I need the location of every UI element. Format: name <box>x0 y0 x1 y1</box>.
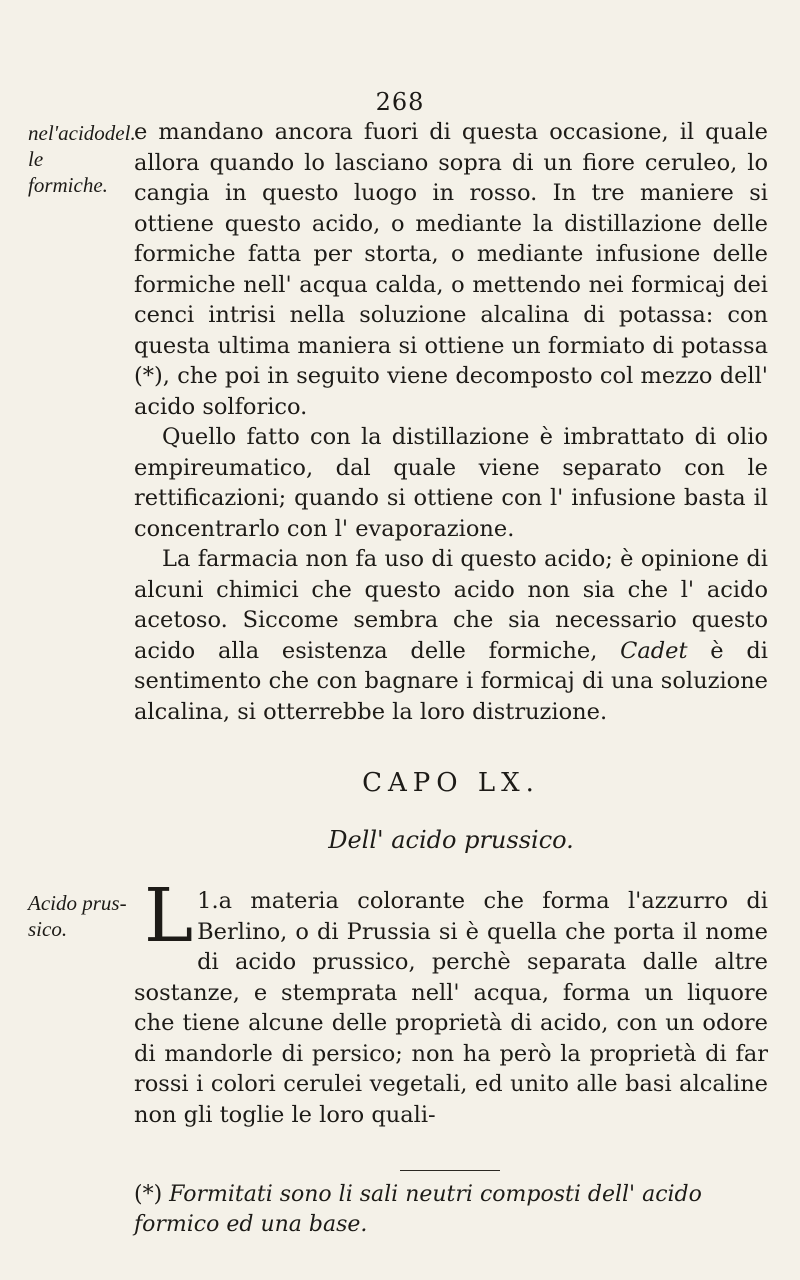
margin-note-line: le formiche. <box>28 147 108 197</box>
section-paragraph <box>134 873 768 1130</box>
section-number: 1. <box>197 888 219 914</box>
margin-note-formic-acid <box>28 120 136 198</box>
main-text <box>134 117 768 727</box>
chapter-subtitle: Dell' acido prussico. <box>328 826 574 854</box>
section-body: a materia colorante che forma l'azzurro di Berlino, o di Prussia si è quella che porta il nome di acido prussico, perchè separata dalle altre sostanze, e stemprata nell' acqua, forma un liquore che tiene alcune delle proprietà di acido, con un odore di mandorle di persico; non ha però la proprietà di far rossi i colori cerulei vegetali, ed unito alle basi alcaline non gli toglie le loro quali- <box>134 888 768 1128</box>
margin-note-prussic-acid <box>28 890 128 942</box>
margin-note-line: nel'acidodel. <box>28 121 136 145</box>
footnote-text: Formitati sono li sali neutri composti dell' acido formico ed una base. <box>134 1182 702 1237</box>
margin-note-line: sico. <box>28 917 68 941</box>
margin-note-line: Acido prus- <box>28 891 127 915</box>
paragraph-3-start: La farmacia non fa uso di questo acido; è opinione di alcuni chimici che questo acido non sia che l' acido acetoso. Siccome sembra che sia necessario questo acido alla esistenza delle formiche, <box>134 546 768 664</box>
paragraph-3 <box>134 544 768 727</box>
footnote <box>134 1180 768 1240</box>
section-text <box>134 873 768 1130</box>
paragraph-1: e mandano ancora fuori di questa occasione, il quale allora quando lo lasciano sopra di un fiore ceruleo, lo cangia in questo luogo in rosso. In tre maniere si ottiene questo acido, o mediante la distillazione delle formiche fatta per storta, o mediante infusione delle formiche nell' acqua calda, o mettendo nei formicaj dei cenci intrisi nella soluzione alcalina di potassa: con questa ultima maniera si ottiene un formiato di potassa (*), che poi in seguito viene decomposto col mezzo dell' acido solforico. <box>134 119 768 420</box>
paragraph-3-end: è di sentimento che con bagnare i formicaj di una soluzione alcalina, si otterrebbe la loro distruzione. <box>134 637 768 725</box>
footnote-divider <box>400 1170 500 1171</box>
paragraph-2: Quello fatto con la distillazione è imbrattato di olio empireumatico, dal quale viene separato con le rettificazioni; quando si ottiene con l' infusione basta il concentrarlo con l' evaporazione. <box>134 424 768 542</box>
author-name: Cadet <box>620 637 688 664</box>
chapter-title: CAPO LX. <box>362 768 540 798</box>
footnote-marker: (*) <box>134 1182 163 1207</box>
page-number: 268 <box>375 88 425 116</box>
drop-cap: L <box>144 873 194 959</box>
